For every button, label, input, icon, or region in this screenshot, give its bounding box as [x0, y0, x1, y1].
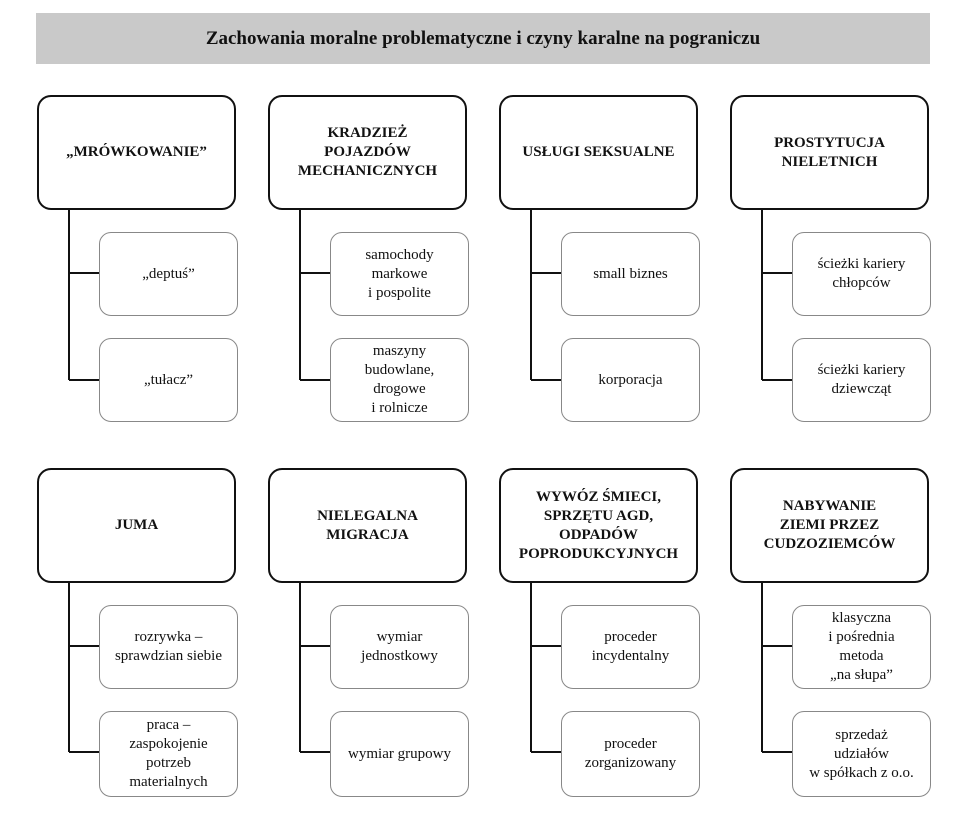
category-label: „MRÓWKOWANIE” — [66, 144, 207, 160]
subcategory-label: korporacja — [598, 371, 663, 388]
subcategory-label: sprzedaż udziałów w spółkach z o.o. — [809, 726, 914, 781]
category-box-prostytucja-nieletnich — [730, 95, 929, 210]
subcategory-label: praca – zaspokojenie potrzeb materialnych — [129, 717, 208, 790]
subcategory-box — [792, 711, 931, 797]
connector-cat8 — [762, 583, 792, 752]
category-label: JUMA — [114, 517, 159, 533]
connector-cat4 — [762, 210, 792, 380]
subcategory-box — [792, 338, 931, 422]
subcategory-label: ścieżki kariery chłopców — [817, 256, 906, 291]
subcategory-box — [792, 232, 931, 316]
category-box-juma — [37, 468, 236, 583]
category-label: PROSTYTUCJA NIELETNICH — [774, 134, 885, 170]
subcategory-box — [561, 338, 700, 422]
subcategory-label: rozrywka – sprawdzian siebie — [114, 629, 223, 664]
subcategory-box — [330, 605, 469, 689]
connector-cat6 — [300, 583, 330, 752]
subcategory-box — [561, 711, 700, 797]
subcategory-label: maszyny budowlane, drogowe i rolnicze — [364, 343, 435, 416]
subcategory-box — [561, 605, 700, 689]
category-box-nabywanie-ziemi — [730, 468, 929, 583]
connector-cat2 — [300, 210, 330, 380]
subcategory-box — [99, 338, 238, 422]
category-label: USŁUGI SEKSUALNE — [522, 144, 675, 160]
subcategory-label: klasyczna i pośrednia metoda „na słupa” — [828, 610, 895, 683]
category-label: KRADZIEŻ POJAZDÓW MECHANICZNYCH — [297, 125, 438, 179]
subcategory-box — [330, 232, 469, 316]
subcategory-box — [330, 711, 469, 797]
connector-cat5 — [69, 583, 99, 752]
category-label: NABYWANIE ZIEMI PRZEZ CUDZOZIEMCÓW — [763, 498, 896, 552]
connector-cat7 — [531, 583, 561, 752]
subcategory-label: proceder incydentalny — [591, 629, 670, 664]
subcategory-box — [99, 711, 238, 797]
subcategory-label: small biznes — [593, 265, 668, 282]
subcategory-box — [99, 605, 238, 689]
category-box-kradziez-pojazdow — [268, 95, 467, 210]
category-box-nielegalna-migracja — [268, 468, 467, 583]
subcategory-label: wymiar grupowy — [348, 745, 451, 762]
subcategory-box — [561, 232, 700, 316]
subcategory-label: samochody markowe i pospolite — [365, 246, 434, 301]
category-label: WYWÓZ ŚMIECI, SPRZĘTU AGD, ODPADÓW POPRODUKCYJNYCH — [518, 488, 679, 562]
subcategory-box — [99, 232, 238, 316]
category-box-wywoz-smieci — [499, 468, 698, 583]
subcategory-label: „tułacz” — [143, 371, 194, 388]
subcategory-label: ścieżki kariery dziewcząt — [817, 362, 906, 397]
category-box-uslugi-seksualne — [499, 95, 698, 210]
diagram-title-text: Zachowania moralne problematyczne i czyny karalne na pograniczu — [205, 27, 761, 49]
category-label: NIELEGALNA MIGRACJA — [317, 507, 418, 543]
connector-cat1 — [69, 210, 99, 380]
connector-cat3 — [531, 210, 561, 380]
subcategory-box — [330, 338, 469, 422]
subcategory-label: wymiar jednostkowy — [361, 629, 438, 664]
category-box-mrowkowanie — [37, 95, 236, 210]
subcategory-label: „deptuś” — [142, 265, 195, 282]
subcategory-label: proceder zorganizowany — [584, 736, 677, 771]
subcategory-box — [792, 605, 931, 689]
